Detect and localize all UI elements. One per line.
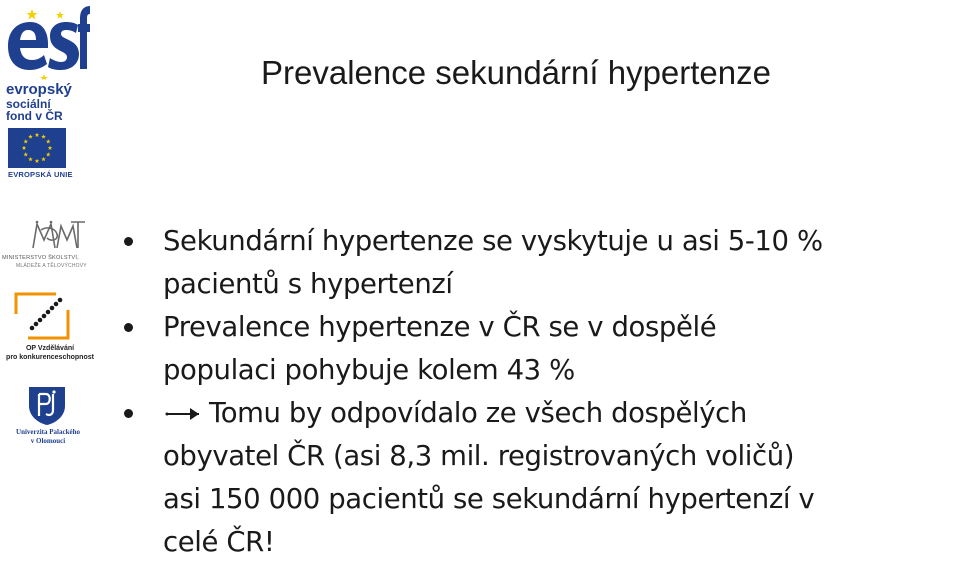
bullet-line: obyvatel ČR (asi 8,3 mil. registrovaných voličů) [163, 440, 795, 472]
eu-flag-icon [8, 128, 66, 168]
bullet-line-with-arrow [163, 392, 956, 435]
esf-label-line3: fond v ČR [6, 109, 63, 124]
slide-title: Prevalence sekundární hypertenze [261, 54, 771, 91]
bullet-line: asi 150 000 pacientů se sekundární hypertenzí v [163, 483, 815, 515]
esf-mark-icon [6, 6, 90, 80]
upol-label-line1: Univerzita Palackého [16, 428, 80, 436]
sidebar-logos [0, 0, 100, 585]
msmt-label-line2: MLÁDEŽE A TĚLOVÝCHOVY [16, 263, 87, 269]
upol-crest-icon [26, 384, 68, 426]
bullet-line: celé ČR! [163, 526, 275, 558]
bullet-item [120, 306, 956, 392]
msmt-logo-icon [2, 218, 100, 254]
op-label-line2: pro konkurenceschopnost [6, 354, 94, 361]
bullet-item [120, 220, 956, 306]
bullet-item [120, 392, 956, 564]
op-label-line1: OP Vzdělávání [25, 345, 75, 352]
bullet-line: Prevalence hypertenze v ČR se v dospělé [163, 311, 717, 343]
esf-label-line1: evropský [6, 81, 72, 98]
right-arrow-icon [163, 404, 209, 424]
bullet-dot-icon [124, 409, 133, 418]
bullet-line: Tomu by odpovídalo ze všech dospělých [209, 397, 747, 429]
upol-label-line2: v Olomouci [30, 437, 66, 445]
esf-label-line2: sociální [6, 96, 51, 111]
bullet-line: Sekundární hypertenze se vyskytuje u asi 5-10 % [163, 225, 823, 257]
esf-logo [6, 6, 90, 123]
eu-label: EVROPSKÁ UNIE [8, 170, 73, 179]
bullet-list [120, 220, 956, 564]
bullet-line: populaci pohybuje kolem 43 % [163, 354, 575, 386]
bullet-line: pacientů s hypertenzí [163, 268, 453, 300]
msmt-label-line1: MINISTERSTVO ŠKOLSTVÍ, [2, 255, 79, 261]
bullet-dot-icon [124, 237, 133, 246]
op-logo-icon [12, 290, 72, 342]
bullet-dot-icon [124, 323, 133, 332]
